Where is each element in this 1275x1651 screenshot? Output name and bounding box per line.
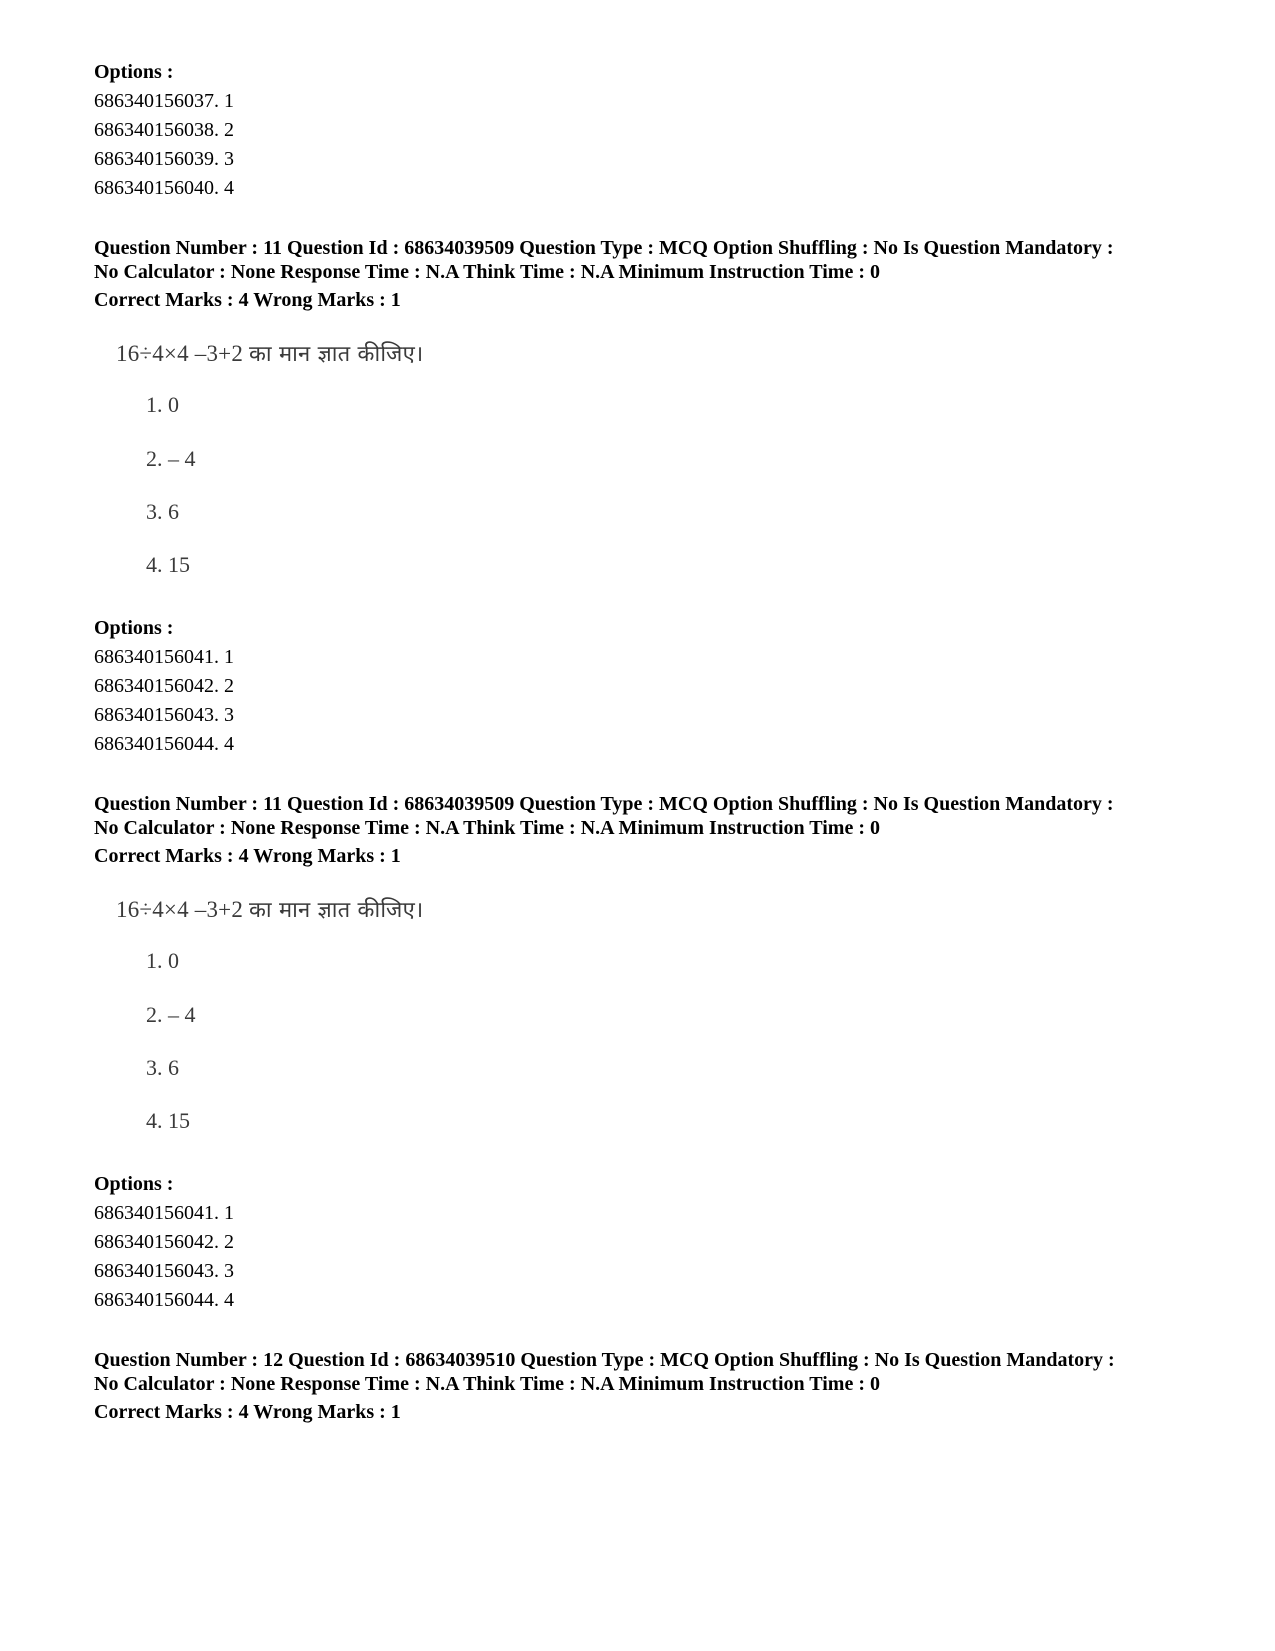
question-choice: 3. 6 xyxy=(146,1055,179,1080)
question-marks: Correct Marks : 4 Wrong Marks : 1 xyxy=(94,845,401,867)
question-header xyxy=(94,792,1114,840)
question-stem-math: 16÷4×4 –3+2 xyxy=(116,897,249,922)
option-line: 686340156044. 4 xyxy=(94,733,234,755)
question-choice: 1. 0 xyxy=(146,392,179,417)
question-meta-line: No Calculator : None Response Time : N.A Think Time : N.A Minimum Instruction Time : 0 xyxy=(94,817,880,839)
question-choice: 4. 15 xyxy=(146,552,190,577)
question-meta-line: Question Number : 12 Question Id : 68634039510 Question Type : MCQ Option Shuffling : No Is Question Mandatory : xyxy=(94,1349,1115,1371)
option-line: 686340156042. 2 xyxy=(94,675,234,697)
question-header xyxy=(94,236,1114,284)
options-label: Options : xyxy=(94,1173,174,1195)
option-line: 686340156041. 1 xyxy=(94,646,234,668)
question-marks: Correct Marks : 4 Wrong Marks : 1 xyxy=(94,289,401,311)
question-stem-hindi: का मान ज्ञात कीजिए। xyxy=(248,342,424,367)
option-line: 686340156039. 3 xyxy=(94,148,234,170)
question-choice: 2. – 4 xyxy=(146,1002,196,1027)
question-meta-line: No Calculator : None Response Time : N.A Think Time : N.A Minimum Instruction Time : 0 xyxy=(94,1373,880,1395)
option-line: 686340156040. 4 xyxy=(94,177,234,199)
options-block xyxy=(94,614,234,759)
question-choice: 1. 0 xyxy=(146,948,179,973)
option-line: 686340156041. 1 xyxy=(94,1202,234,1224)
option-line: 686340156043. 3 xyxy=(94,704,234,726)
question-marks: Correct Marks : 4 Wrong Marks : 1 xyxy=(94,1401,401,1423)
options-label: Options : xyxy=(94,61,174,83)
question-stem xyxy=(116,340,423,369)
options-label: Options : xyxy=(94,617,174,639)
question-header xyxy=(94,1348,1115,1396)
option-line: 686340156044. 4 xyxy=(94,1289,234,1311)
question-meta-line: Question Number : 11 Question Id : 68634039509 Question Type : MCQ Option Shuffling : No Is Question Mandatory : xyxy=(94,793,1114,815)
question-image xyxy=(116,340,424,577)
option-line: 686340156037. 1 xyxy=(94,90,234,112)
question-choice: 3. 6 xyxy=(146,499,179,524)
option-line: 686340156038. 2 xyxy=(94,119,234,141)
option-line: 686340156043. 3 xyxy=(94,1260,234,1282)
question-image xyxy=(116,896,424,1133)
question-meta-line: No Calculator : None Response Time : N.A Think Time : N.A Minimum Instruction Time : 0 xyxy=(94,261,880,283)
question-stem-hindi: का मान ज्ञात कीजिए। xyxy=(248,898,424,923)
option-line: 686340156042. 2 xyxy=(94,1231,234,1253)
question-choice: 2. – 4 xyxy=(146,446,196,471)
options-block xyxy=(94,58,234,203)
question-meta-line: Question Number : 11 Question Id : 68634039509 Question Type : MCQ Option Shuffling : No Is Question Mandatory : xyxy=(94,237,1114,259)
question-stem xyxy=(116,896,423,925)
question-choice: 4. 15 xyxy=(146,1108,190,1133)
options-block xyxy=(94,1170,234,1315)
question-stem-math: 16÷4×4 –3+2 xyxy=(116,341,249,366)
